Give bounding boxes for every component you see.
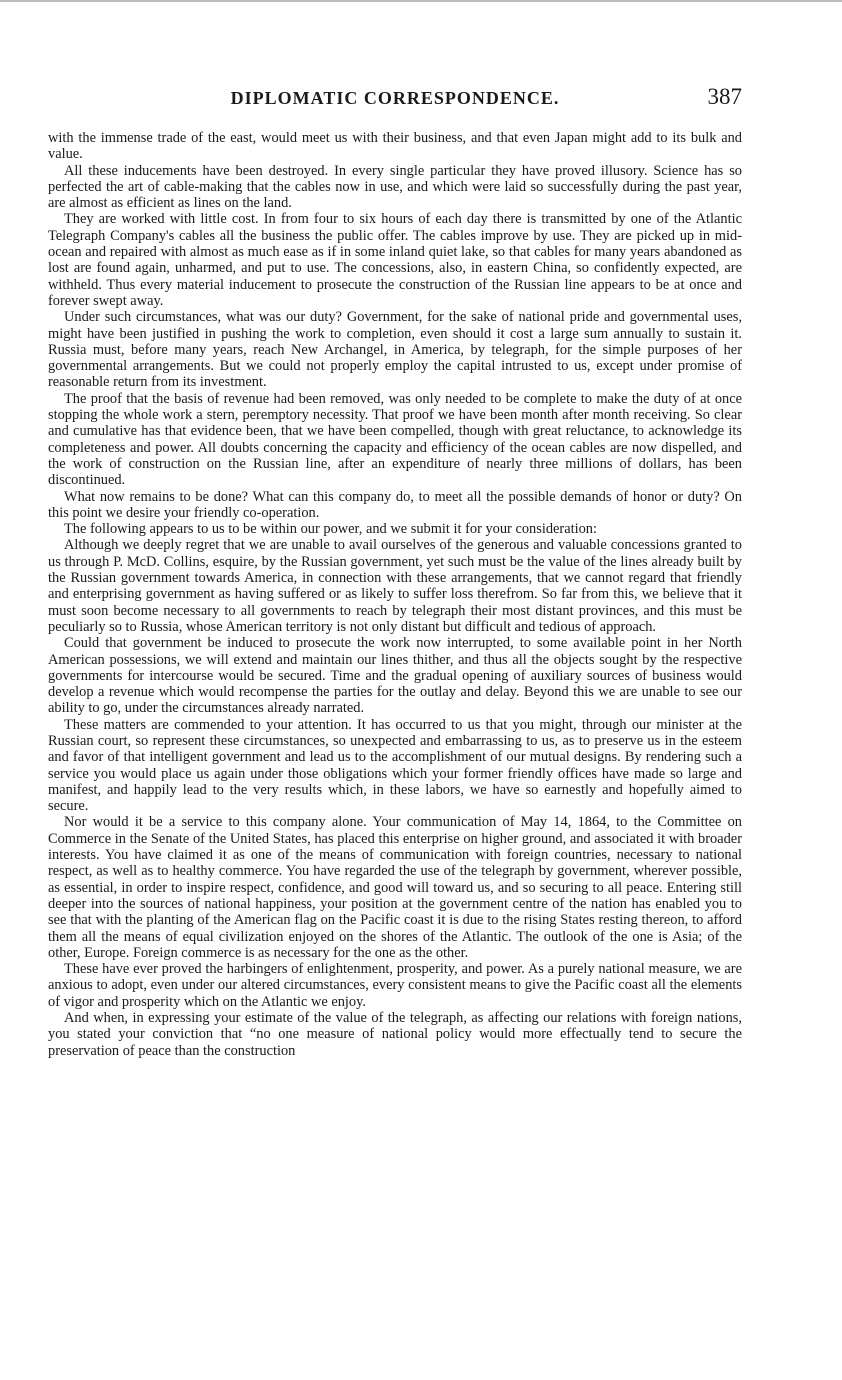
- paragraph: All these inducements have been destroyed. In every single particular they have proved illusory. Science has so perfected the art of cable-making that the cables now in use, and which were laid so successfully during the past year, are almost as efficient as lines on the land.: [48, 162, 742, 212]
- paragraph: Could that government be induced to prosecute the work now interrupted, to some available point in her North American possessions, we will extend and maintain our lines thither, and thus all the objects sought by the respective governments for intercourse would be secured. Time and the gradual opening of auxiliary sources of business would develop a revenue which would recompense the parties for the outlay and delay. Beyond this we are unable to see our ability to go, under the circumstances already narrated.: [48, 635, 742, 717]
- page-number: 387: [707, 84, 742, 109]
- paragraph: These have ever proved the harbingers of enlightenment, prosperity, and power. As a purely national measure, we are anxious to adopt, even under our altered circumstances, every consistent means to give the Pacific coast all the elements of vigor and prosperity which on the Atlantic we enjoy.: [48, 961, 742, 1010]
- paragraph: And when, in expressing your estimate of the value of the telegraph, as affecting our relations with foreign nations, you stated your conviction that “no one measure of national policy would more effectually tend to secure the preservation of peace than the construction: [48, 1010, 742, 1059]
- body-text: [48, 130, 742, 1059]
- paragraph: Under such circumstances, what was our duty? Government, for the sake of national pride and governmental uses, might have been justified in pushing the work to completion, even should it cost a large sum annually to sustain it. Russia must, before many years, reach New Archangel, in America, by telegraph, for the simple purposes of her governmental arrangements. But we could not properly employ the capital intrusted to us, except under promise of reasonable return from its investment.: [48, 309, 742, 391]
- paragraph: What now remains to be done? What can this company do, to meet all the possible demands of honor or duty? On this point we desire your friendly co-operation.: [48, 488, 742, 521]
- paragraph: Nor would it be a service to this company alone. Your communication of May 14, 1864, to the Committee on Commerce in the Senate of the United States, has placed this enterprise on higher ground, and associated it with broader interests. You have claimed it as one of the means of communication with foreign countries, necessary to national respect, as well as to healthy commerce. You have regarded the use of the telegraph by government, wherever possible, as essential, in order to inspire respect, confidence, and good will toward us, and so securing to all peace. Entering still deeper into the sources of national happiness, your position at the government centre of the nation has enabled you to see that with the planting of the American flag on the Pacific coast it is due to the rising States resting thereon, to afford them all the means of equal civilization enjoyed on the shores of the Atlantic. The outlook of the one is Asia; of the other, Europe. Foreign commerce is as necessary for the one as the other.: [48, 814, 742, 961]
- running-header: [48, 84, 742, 114]
- paragraph: They are worked with little cost. In from four to six hours of each day there is transmitted by one of the Atlantic Telegraph Company's cables all the business the public offer. The cables improve by use. They are picked up in mid-ocean and repaired with almost as much ease as if in some inland quiet lake, so that cables for many years abandoned as lost are found again, unharmed, and put to use. The concessions, also, in eastern China, so confidently expected, are withheld. Thus every material inducement to prosecute the construction of the Russian line appears to be at once and forever swept away.: [48, 211, 742, 309]
- page-top-edge: [0, 0, 842, 2]
- paragraph-continued: with the immense trade of the east, would meet us with their business, and that even Japan might add to its bulk and value.: [48, 130, 742, 163]
- paragraph: The following appears to us to be within our power, and we submit it for your consideration:: [64, 521, 597, 538]
- paragraph: The proof that the basis of revenue had been removed, was only needed to be complete to make the duty of at once stopping the whole work a stern, peremptory necessity. That proof we have been month after month receiving. So clear and cumulative has that evidence been, that we have been compelled, though with great reluctance, to acknowledge its completeness and power. All doubts concerning the capacity and efficiency of the ocean cables are now dispelled, and the work of construction on the Russian line, after an expenditure of nearly three millions of dollars, has been discontinued.: [48, 390, 742, 489]
- paragraph: These matters are commended to your attention. It has occurred to us that you might, through our minister at the Russian court, so represent these circumstances, so unexpected and embarrassing to us, as to preserve us in the esteem and favor of that intelligent government and lead us to the accomplishment of our mutual designs. By rendering such a service you would place us again under those obligations which your former friendly offices have made so large and manifest, and happily lead to the very results which, in these labors, we have so earnestly and hopefully aimed to secure.: [48, 716, 742, 815]
- paragraph: Although we deeply regret that we are unable to avail ourselves of the generous and valuable concessions granted to us through P. McD. Collins, esquire, by the Russian government, yet such must be the value of the lines already built by the Russian government towards America, in connection with these arrangements, that we cannot regard that friendly and enterprising government as having suffered or as likely to suffer loss therefrom. So far from this, we believe that it must soon become necessary to all governments to reach by telegraph their most distant provinces, and this must be peculiarly so to Russia, whose American territory is not only distant but difficult and tedious of approach.: [48, 537, 742, 635]
- running-title: DIPLOMATIC CORRESPONDENCE.: [230, 88, 560, 108]
